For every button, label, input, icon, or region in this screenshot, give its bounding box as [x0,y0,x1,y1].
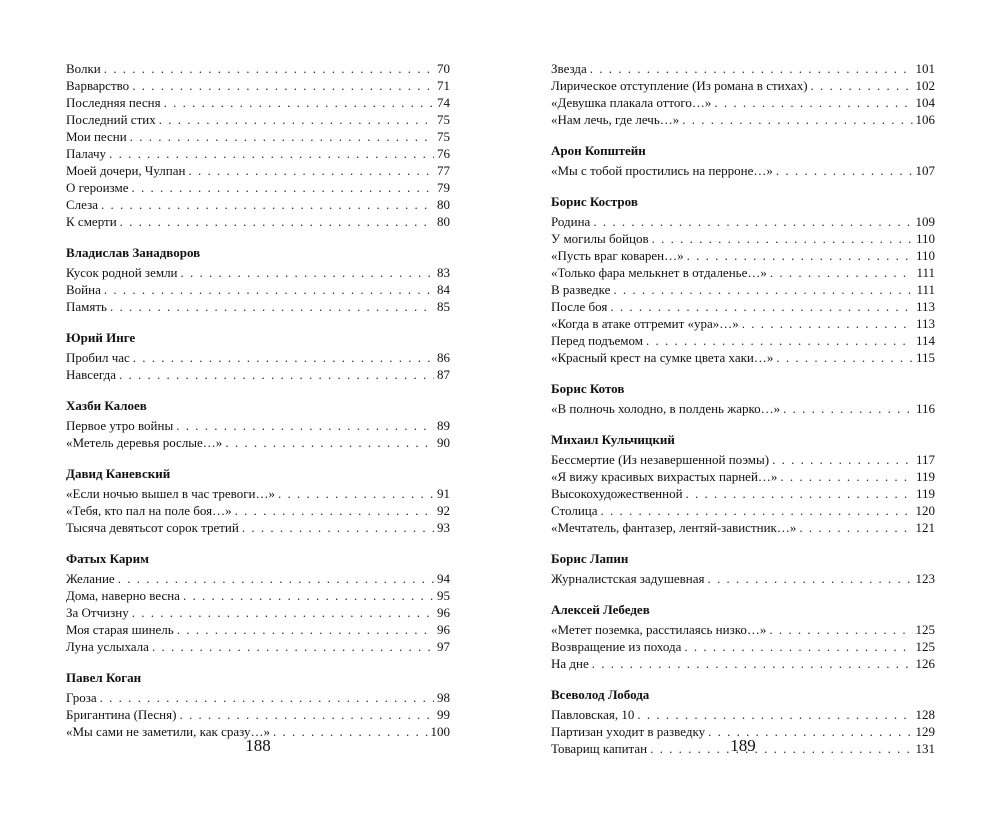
author-heading: Фатых Карим [66,551,149,566]
toc-section [66,669,450,740]
entry-title: «Тебя, кто пал на поле боя…» [66,503,232,518]
toc-entry [66,485,450,502]
author-heading: Борис Лапин [551,551,629,566]
dot-leader [682,111,912,128]
toc-entry [551,485,935,502]
entry-title: Желание [66,571,115,586]
dot-leader [110,298,434,315]
entry-page-number: 94 [437,571,450,586]
toc-entry [551,638,935,655]
dot-leader [164,94,434,111]
entry-page-number: 119 [915,469,935,484]
entry-page-number: 75 [437,112,450,127]
toc-section [66,329,450,383]
entry-title: Возвращение из похода [551,639,682,654]
entry-title: Перед подъемом [551,333,644,348]
toc-entry [551,502,935,519]
entry-page-number: 113 [915,316,935,331]
toc-section [551,601,935,672]
entry-title: «Пусть враг коварен…» [551,248,684,263]
dot-leader [590,60,913,77]
toc-entry [66,281,450,298]
right-page [551,0,935,823]
toc-entry [551,451,935,468]
entry-title: В разведке [551,282,611,297]
toc-entry [551,468,935,485]
entry-page-number: 97 [437,639,450,654]
entry-page-number: 104 [915,95,935,110]
entry-title: На дне [551,656,589,671]
entry-page-number: 110 [915,231,935,246]
dot-leader [686,485,913,502]
entry-page-number: 111 [916,282,935,297]
entry-page-number: 91 [437,486,450,501]
entry-page-number: 79 [437,180,450,195]
toc-section [551,431,935,536]
entry-title: «Мечтатель, фантазер, лентяй-завистник…» [551,520,797,535]
author-heading: Павел Коган [66,670,142,685]
entry-page-number: 111 [916,265,935,280]
toc-entry [66,77,450,94]
dot-leader [132,77,434,94]
toc-entry [551,281,935,298]
dot-leader [159,111,434,128]
entry-page-number: 117 [915,452,935,467]
entry-title: Последняя песня [66,95,161,110]
dot-leader [101,196,434,213]
dot-leader [687,247,913,264]
dot-leader [176,417,434,434]
entry-page-number: 95 [437,588,450,603]
entry-title: Высокохудожественной [551,486,683,501]
dot-leader [183,587,434,604]
dot-leader [637,706,912,723]
entry-title: «Когда в атаке отгремит «ура»…» [551,316,739,331]
dot-leader [225,434,434,451]
toc-entry [66,60,450,77]
entry-page-number: 96 [437,605,450,620]
entry-page-number: 77 [437,163,450,178]
toc-entry [551,264,935,281]
toc-entry [66,502,450,519]
dot-leader [130,128,434,145]
entry-title: Звезда [551,61,587,76]
toc-entry [66,94,450,111]
left-page [66,0,450,823]
toc-entry [66,604,450,621]
toc-entry [551,94,935,111]
dot-leader [235,502,434,519]
entry-title: Навсегда [66,367,116,382]
toc-entry [66,638,450,655]
entry-title: Кусок родной земли [66,265,178,280]
toc-entry [551,213,935,230]
entry-title: «Нам лечь, где лечь…» [551,112,680,127]
dot-leader [783,400,913,417]
entry-title: К смерти [66,214,117,229]
toc-entry [66,519,450,536]
dot-leader [776,349,913,366]
toc-section [551,193,935,366]
dot-leader [646,332,913,349]
entry-page-number: 106 [915,112,935,127]
author-heading: Арон Копштейн [551,143,646,158]
dot-leader [776,162,913,179]
author-heading: Юрий Инге [66,330,136,345]
dot-leader [131,179,434,196]
toc-entry [551,349,935,366]
author-heading: Хазби Калоев [66,398,147,413]
entry-page-number: 75 [437,129,450,144]
entry-title: Память [66,299,107,314]
entry-page-number: 102 [915,78,935,93]
dot-leader [593,213,912,230]
entry-page-number: 125 [915,622,935,637]
entry-title: Волки [66,61,101,76]
entry-title: Тысяча девятьсот сорок третий [66,520,239,535]
dot-leader [772,451,913,468]
entry-title: «В полночь холодно, в полдень жарко…» [551,401,781,416]
entry-page-number: 113 [915,299,935,314]
toc-entry [66,689,450,706]
dot-leader [132,604,434,621]
entry-page-number: 101 [915,61,935,76]
entry-page-number: 114 [915,333,935,348]
entry-page-number: 110 [915,248,935,263]
toc-entry [551,60,935,77]
dot-leader [109,145,434,162]
toc-entry [551,315,935,332]
entry-title: «Девушка плакала оттого…» [551,95,712,110]
toc-entry [66,264,450,281]
entry-page-number: 98 [437,690,450,705]
entry-page-number: 120 [915,503,935,518]
toc-entry [551,162,935,179]
toc-entry [551,247,935,264]
toc-entry [66,570,450,587]
entry-page-number: 123 [915,571,935,586]
entry-title: «Я вижу красивых вихрастых парней…» [551,469,778,484]
dot-leader [652,230,913,247]
dot-leader [811,77,913,94]
toc-entry [66,349,450,366]
entry-title: Бессмертие (Из незавершенной поэмы) [551,452,770,467]
entry-page-number: 99 [437,707,450,722]
toc-entry [66,366,450,383]
author-heading: Алексей Лебедев [551,602,650,617]
dot-leader [152,638,434,655]
entry-page-number: 76 [437,146,450,161]
entry-page-number: 71 [437,78,450,93]
entry-page-number: 100 [430,724,450,739]
toc-entry [66,706,450,723]
toc-entry [66,128,450,145]
entry-page-number: 80 [437,197,450,212]
dot-leader [592,655,913,672]
dot-leader [714,94,912,111]
toc-entry [66,111,450,128]
entry-title: Дома, наверно весна [66,588,180,603]
author-heading: Владислав Занадворов [66,245,201,260]
toc-section [551,380,935,417]
dot-leader [104,60,434,77]
toc-entry [551,655,935,672]
dot-leader [119,366,434,383]
toc-list [66,60,450,740]
dot-leader [769,621,912,638]
dot-leader [181,264,434,281]
entry-title: Павловская, 10 [551,707,635,722]
entry-page-number: 93 [437,520,450,535]
entry-page-number: 85 [437,299,450,314]
toc-list [551,60,935,757]
author-heading: Всеволод Лобода [551,687,650,702]
entry-page-number: 86 [437,350,450,365]
entry-page-number: 131 [915,741,935,756]
entry-page-number: 74 [437,95,450,110]
entry-title: О героизме [66,180,129,195]
dot-leader [120,213,434,230]
entry-title: Первое утро войны [66,418,174,433]
entry-page-number: 125 [915,639,935,654]
toc-entry [66,621,450,638]
entry-title: «Мы с тобой простились на перроне…» [551,163,773,178]
toc-entry [66,587,450,604]
entry-page-number: 89 [437,418,450,433]
toc-entry [66,434,450,451]
toc-entry [551,111,935,128]
dot-leader [742,315,913,332]
entry-title: «Метет поземка, расстилаясь низко…» [551,622,767,637]
toc-entry [66,179,450,196]
entry-page-number: 83 [437,265,450,280]
toc-entry [66,196,450,213]
entry-title: Лирическое отступление (Из романа в стихах) [551,78,808,93]
entry-page-number: 109 [915,214,935,229]
dot-leader [601,502,913,519]
entry-title: «Только фара мелькнет в отдаленье…» [551,265,767,280]
toc-entry [551,298,935,315]
author-heading: Борис Костров [551,194,638,209]
entry-page-number: 129 [915,724,935,739]
toc-entry [551,519,935,536]
dot-leader [177,621,434,638]
toc-entry [66,162,450,179]
entry-page-number: 92 [437,503,450,518]
entry-page-number: 115 [915,350,935,365]
entry-page-number: 70 [437,61,450,76]
toc-entry [551,332,935,349]
author-heading: Михаил Кульчицкий [551,432,675,447]
entry-title: Варварство [66,78,130,93]
dot-leader [707,570,912,587]
dot-leader [133,349,434,366]
dot-leader [278,485,434,502]
entry-page-number: 119 [915,486,935,501]
toc-entry [551,706,935,723]
entry-title: Гроза [66,690,97,705]
toc-entry [66,417,450,434]
toc-entry [66,145,450,162]
entry-title: «Красный крест на сумке цвета хаки…» [551,350,774,365]
dot-leader [770,264,914,281]
entry-title: После боя [551,299,608,314]
entry-title: Товарищ капитан [551,741,648,756]
entry-title: За Отчизну [66,605,129,620]
dot-leader [780,468,913,485]
dot-leader [118,570,434,587]
entry-page-number: 107 [915,163,935,178]
dot-leader [100,689,434,706]
entry-page-number: 116 [915,401,935,416]
entry-title: Моей дочери, Чулпан [66,163,186,178]
toc-section [66,60,450,230]
dot-leader [610,298,913,315]
toc-section [551,550,935,587]
dot-leader [613,281,913,298]
entry-title: «Метель деревья рослые…» [66,435,223,450]
toc-section [66,550,450,655]
author-heading: Давид Каневский [66,466,171,481]
entry-title: «Если ночью вышел в час тревоги…» [66,486,276,501]
author-heading: Борис Котов [551,381,625,396]
entry-title: Моя старая шинель [66,622,174,637]
entry-page-number: 126 [915,656,935,671]
toc-section [66,397,450,451]
entry-title: Луна услыхала [66,639,149,654]
entry-title: Слеза [66,197,98,212]
toc-entry [551,77,935,94]
dot-leader [684,638,912,655]
entry-title: Журналистская задушевная [551,571,705,586]
entry-title: Мои песни [66,129,127,144]
entry-page-number: 80 [437,214,450,229]
entry-title: У могилы бойцов [551,231,649,246]
toc-section [66,244,450,315]
dot-leader [799,519,912,536]
toc-section [551,142,935,179]
toc-entry [551,570,935,587]
toc-section [66,465,450,536]
entry-title: Последний стих [66,112,156,127]
entry-page-number: 128 [915,707,935,722]
page-number: 188 [245,736,271,755]
page-number: 189 [730,736,756,755]
entry-title: Родина [551,214,591,229]
toc-section [551,60,935,128]
toc-entry [551,621,935,638]
toc-entry [66,213,450,230]
entry-title: Партизан уходит в разведку [551,724,706,739]
entry-title: Бригантина (Песня) [66,707,177,722]
entry-page-number: 96 [437,622,450,637]
toc-entry [551,230,935,247]
toc-entry [66,298,450,315]
entry-title: «Мы сами не заметили, как сразу…» [66,724,270,739]
entry-title: Пробил час [66,350,130,365]
entry-page-number: 121 [915,520,935,535]
dot-leader [188,162,434,179]
entry-page-number: 87 [437,367,450,382]
dot-leader [179,706,434,723]
entry-title: Палачу [66,146,107,161]
dot-leader [104,281,434,298]
entry-page-number: 90 [437,435,450,450]
entry-title: Война [66,282,101,297]
toc-entry [551,400,935,417]
dot-leader [242,519,434,536]
entry-page-number: 84 [437,282,450,297]
entry-title: Столица [551,503,598,518]
